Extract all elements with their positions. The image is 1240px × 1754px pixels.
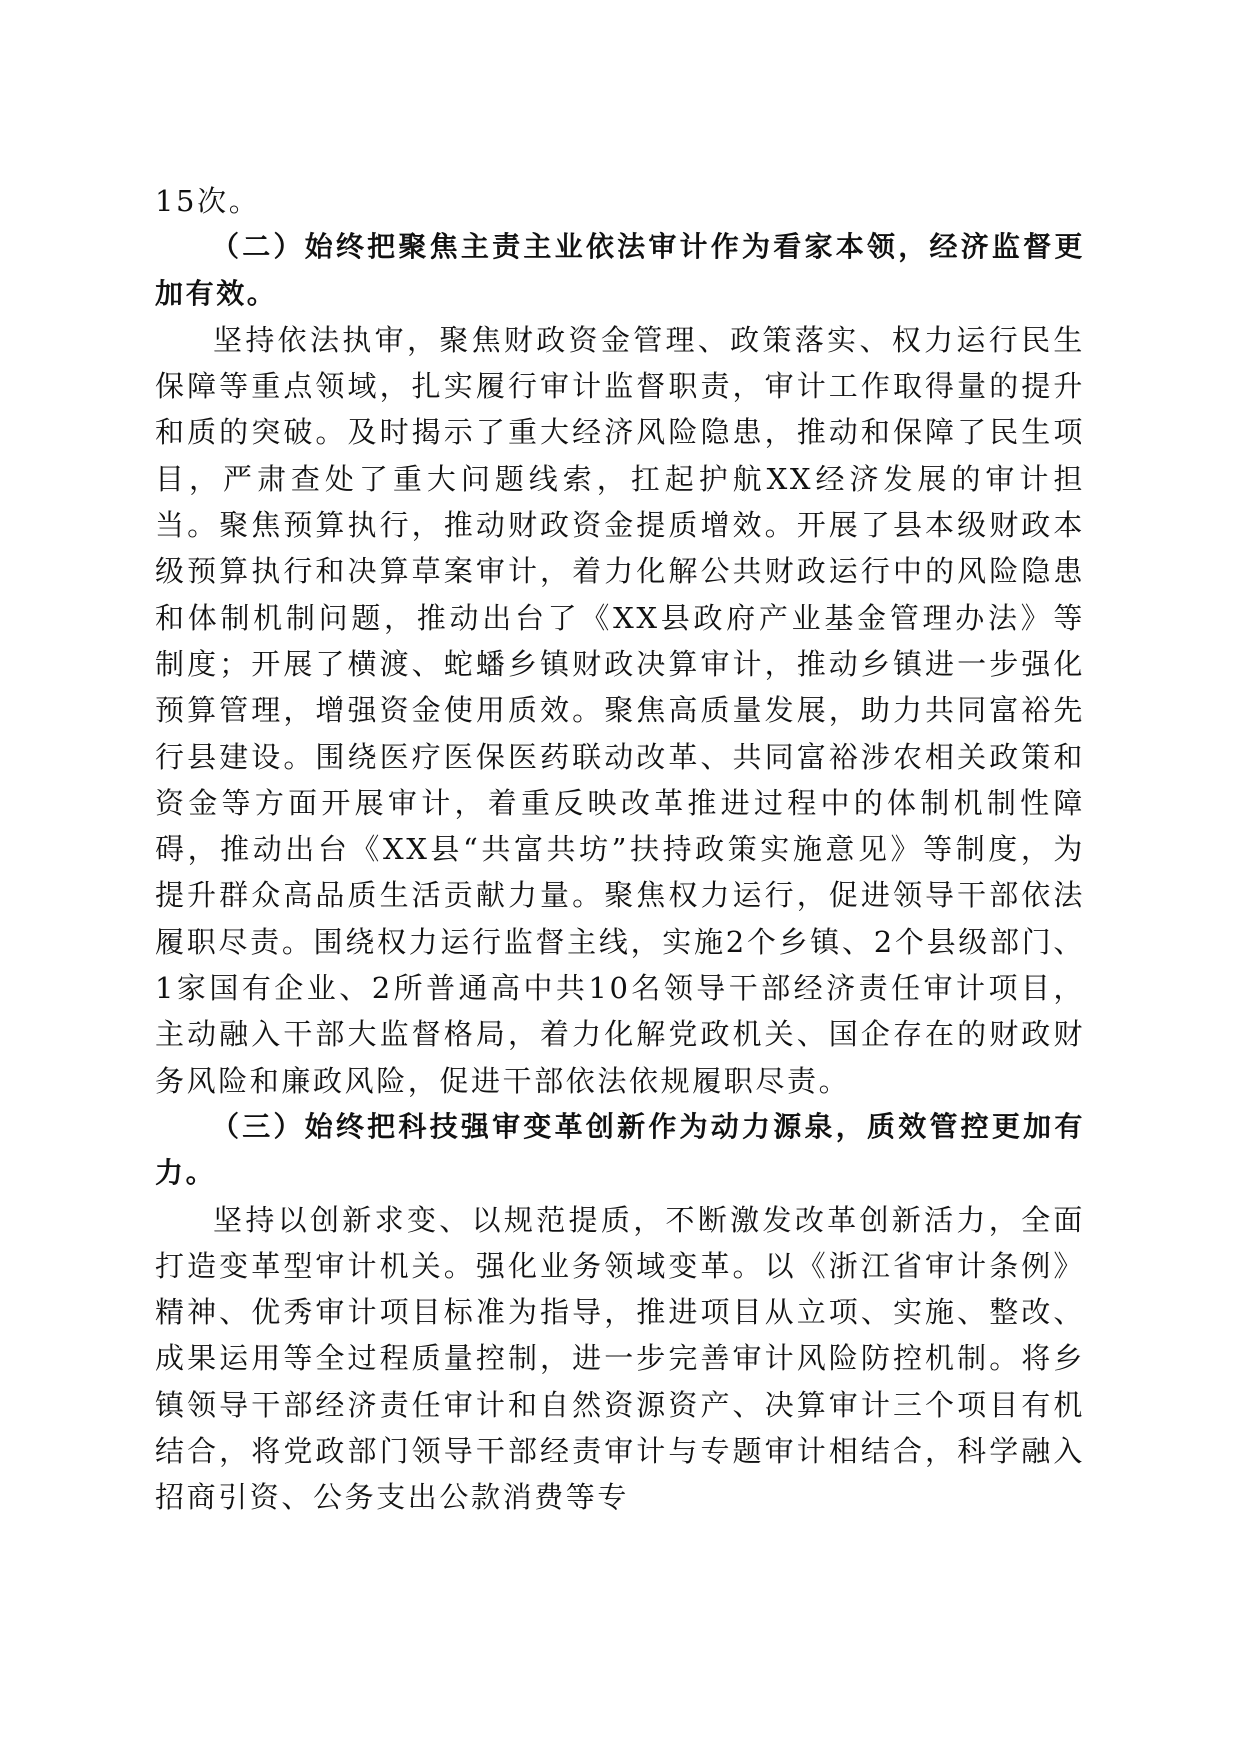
document-body bbox=[155, 178, 1085, 1521]
paragraph-section-3: 坚持以创新求变、以规范提质，不断激发改革创新活力，全面打造变革型审计机关。强化业务领域变革。以《浙江省审计条例》精神、优秀审计项目标准为指导，推进项目从立项、实施、整改、成果运用等全过程质量控制，进一步完善审计风险防控机制。将乡镇领导干部经济责任审计和自然资源资产、决算审计三个项目有机结合，将党政部门领导干部经责审计与专题审计相结合，科学融入招商引资、公务支出公款消费等专 bbox=[155, 1202, 1085, 1515]
section-heading-2: （二）始终把聚焦主责主业依法审计作为看家本领，经济监督更加有效。 bbox=[155, 230, 1085, 310]
paragraph-continuation: 15次。 bbox=[155, 184, 261, 218]
paragraph-section-2: 坚持依法执审，聚焦财政资金管理、政策落实、权力运行民生保障等重点领域，扎实履行审计监督职责，审计工作取得量的提升和质的突破。及时揭示了重大经济风险隐患，推动和保障了民生项目，严肃查处了重大问题线索，扛起护航XX经济发展的审计担当。聚焦预算执行，推动财政资金提质增效。开展了县本级财政本级预算执行和决算草案审计，着力化解公共财政运行中的风险隐患和体制机制问题，推动出台了《XX县政府产业基金管理办法》等制度；开展了横渡、蛇蟠乡镇财政决算审计，推动乡镇进一步强化预算管理，增强资金使用质效。聚焦高质量发展，助力共同富裕先行县建设。围绕医疗医保医药联动改革、共同富裕涉农相关政策和资金等方面开展审计，着重反映改革推进过程中的体制机制性障碍，推动出台《XX县“共富共坊”扶持政策实施意见》等制度，为提升群众高品质生活贡献力量。聚焦权力运行，促进领导干部依法履职尽责。围绕权力运行监督主线，实施2个乡镇、2个县级部门、1家国有企业、2所普通高中共10名领导干部经济责任审计项目，主动融入干部大监督格局，着力化解党政机关、国企存在的财政财务风险和廉政风险，促进干部依法依规履职尽责。 bbox=[155, 322, 1085, 1098]
section-heading-3: （三）始终把科技强审变革创新作为动力源泉，质效管控更加有力。 bbox=[155, 1109, 1085, 1190]
